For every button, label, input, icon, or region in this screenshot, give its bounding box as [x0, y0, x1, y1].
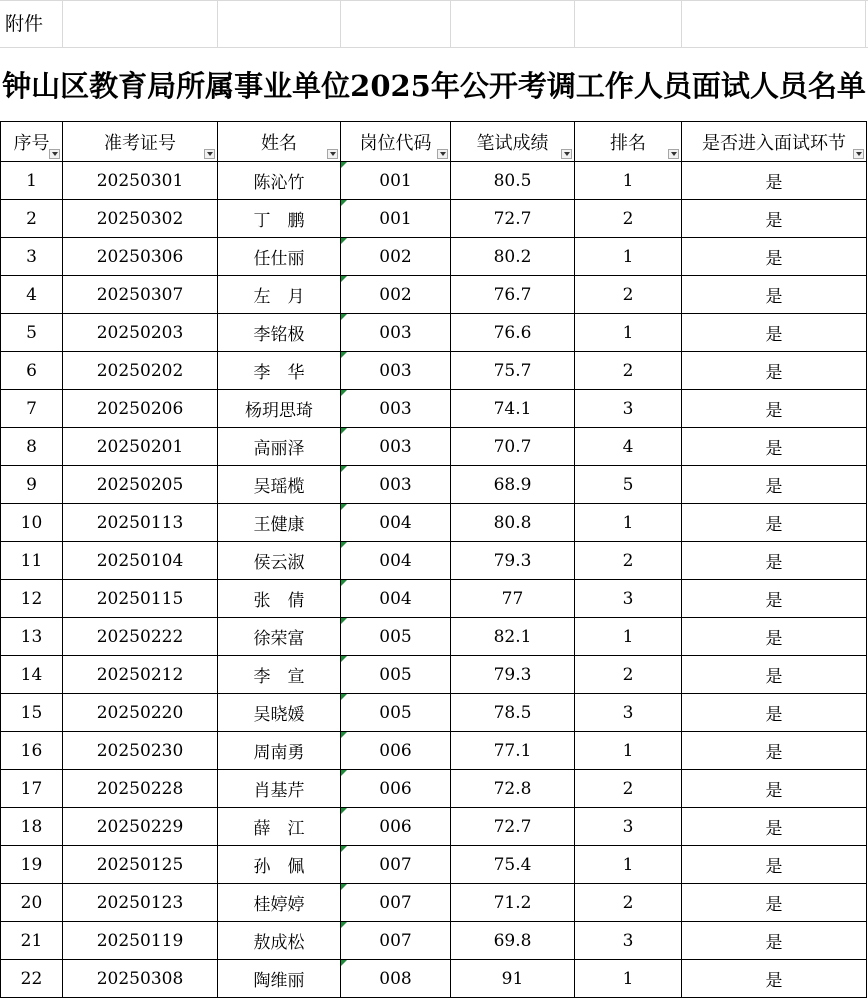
cell-written-score[interactable]: 70.7 — [451, 428, 575, 466]
cell-interview[interactable]: 是 — [682, 276, 867, 314]
cell-rank[interactable]: 3 — [575, 922, 682, 960]
cell-rank[interactable]: 2 — [575, 884, 682, 922]
table-row — [1, 922, 867, 960]
cell-error-indicator-icon — [341, 656, 347, 662]
cell-rank[interactable]: 1 — [575, 846, 682, 884]
table-row — [1, 542, 867, 580]
cell-position-code[interactable]: 006 — [341, 770, 451, 808]
cell-position-code[interactable]: 006 — [341, 732, 451, 770]
cell-interview[interactable]: 是 — [682, 846, 867, 884]
cell-position-code[interactable]: 008 — [341, 960, 451, 998]
cell-exam-number[interactable]: 20250201 — [63, 428, 218, 466]
cell-rank[interactable]: 3 — [575, 808, 682, 846]
cell-seq[interactable]: 6 — [1, 352, 63, 390]
header-written-score — [451, 122, 575, 162]
attachment-row — [0, 0, 868, 48]
cell-rank[interactable]: 1 — [575, 504, 682, 542]
cell-error-indicator-icon — [341, 276, 347, 282]
cell-interview[interactable]: 是 — [682, 466, 867, 504]
header-row — [1, 122, 867, 162]
cell-seq[interactable]: 1 — [1, 162, 63, 200]
cell-seq[interactable]: 9 — [1, 466, 63, 504]
cell-written-score[interactable]: 76.7 — [451, 276, 575, 314]
cell-name[interactable]: 周南勇 — [218, 732, 341, 770]
cell-exam-number[interactable]: 20250306 — [63, 238, 218, 276]
cell-seq[interactable]: 14 — [1, 656, 63, 694]
cell-position-code[interactable]: 007 — [341, 922, 451, 960]
cell-written-score[interactable]: 72.8 — [451, 770, 575, 808]
cell-written-score[interactable]: 91 — [451, 960, 575, 998]
cell-seq[interactable]: 10 — [1, 504, 63, 542]
cell-exam-number[interactable]: 20250125 — [63, 846, 218, 884]
header-rank — [575, 122, 682, 162]
table-row — [1, 504, 867, 542]
table-row — [1, 314, 867, 352]
table-row — [1, 846, 867, 884]
cell-rank[interactable]: 2 — [575, 352, 682, 390]
cell-name[interactable]: 孙 佩 — [218, 846, 341, 884]
cell-name[interactable]: 任仕丽 — [218, 238, 341, 276]
cell-name[interactable]: 高丽泽 — [218, 428, 341, 466]
cell-written-score[interactable]: 78.5 — [451, 694, 575, 732]
table-row — [1, 960, 867, 998]
cell-interview[interactable]: 是 — [682, 390, 867, 428]
cell-name[interactable]: 李铭极 — [218, 314, 341, 352]
cell-exam-number[interactable]: 20250301 — [63, 162, 218, 200]
cell-seq[interactable]: 20 — [1, 884, 63, 922]
cell-seq[interactable]: 17 — [1, 770, 63, 808]
cell-written-score[interactable]: 80.8 — [451, 504, 575, 542]
cell-seq[interactable]: 16 — [1, 732, 63, 770]
cell-written-score[interactable]: 82.1 — [451, 618, 575, 656]
cell-interview[interactable]: 是 — [682, 960, 867, 998]
table-row — [1, 618, 867, 656]
cell-error-indicator-icon — [341, 732, 347, 738]
table-row — [1, 352, 867, 390]
cell-name[interactable]: 侯云淑 — [218, 542, 341, 580]
cell-error-indicator-icon — [341, 770, 347, 776]
cell-error-indicator-icon — [341, 428, 347, 434]
cell-seq[interactable]: 2 — [1, 200, 63, 238]
cell-seq[interactable]: 4 — [1, 276, 63, 314]
cell-seq[interactable]: 18 — [1, 808, 63, 846]
cell-name[interactable]: 左 月 — [218, 276, 341, 314]
cell-exam-number[interactable]: 20250308 — [63, 960, 218, 998]
cell-rank[interactable]: 2 — [575, 200, 682, 238]
table-row — [1, 200, 867, 238]
cell-exam-number[interactable]: 20250104 — [63, 542, 218, 580]
cell-interview[interactable]: 是 — [682, 808, 867, 846]
cell-position-code[interactable]: 004 — [341, 580, 451, 618]
cell-exam-number[interactable]: 20250228 — [63, 770, 218, 808]
cell-interview[interactable]: 是 — [682, 694, 867, 732]
cell-written-score[interactable]: 71.2 — [451, 884, 575, 922]
cell-position-code[interactable]: 007 — [341, 846, 451, 884]
cell-interview[interactable]: 是 — [682, 542, 867, 580]
cell-rank[interactable]: 3 — [575, 694, 682, 732]
cell-written-score[interactable]: 74.1 — [451, 390, 575, 428]
cell-position-code[interactable]: 005 — [341, 694, 451, 732]
filter-dropdown-icon[interactable] — [437, 149, 448, 159]
cell-exam-number[interactable]: 20250222 — [63, 618, 218, 656]
cell-position-code[interactable]: 005 — [341, 618, 451, 656]
cell-exam-number[interactable]: 20250307 — [63, 276, 218, 314]
cell-written-score[interactable]: 80.5 — [451, 162, 575, 200]
table-row — [1, 580, 867, 618]
cell-error-indicator-icon — [341, 960, 347, 966]
cell-error-indicator-icon — [341, 808, 347, 814]
cell-rank[interactable]: 1 — [575, 732, 682, 770]
cell-interview[interactable]: 是 — [682, 162, 867, 200]
cell-written-score[interactable]: 69.8 — [451, 922, 575, 960]
cell-rank[interactable]: 3 — [575, 580, 682, 618]
header-position-code-label: 岗位代码 — [359, 132, 432, 154]
cell-rank[interactable]: 1 — [575, 314, 682, 352]
cell-position-code[interactable]: 001 — [341, 200, 451, 238]
table-row — [1, 770, 867, 808]
cell-error-indicator-icon — [341, 238, 347, 244]
cell-interview[interactable]: 是 — [682, 504, 867, 542]
filter-dropdown-icon[interactable] — [49, 149, 60, 159]
cell-rank[interactable]: 2 — [575, 276, 682, 314]
cell-error-indicator-icon — [341, 162, 347, 168]
cell-error-indicator-icon — [341, 694, 347, 700]
cell-position-code[interactable]: 006 — [341, 808, 451, 846]
cell-error-indicator-icon — [341, 846, 347, 852]
cell-seq[interactable]: 22 — [1, 960, 63, 998]
header-position-code — [341, 122, 451, 162]
cell-error-indicator-icon — [341, 466, 347, 472]
table-row — [1, 732, 867, 770]
cell-rank[interactable]: 1 — [575, 618, 682, 656]
cell-written-score[interactable]: 80.2 — [451, 238, 575, 276]
header-rank-label: 排名 — [610, 132, 646, 154]
cell-error-indicator-icon — [341, 314, 347, 320]
cell-error-indicator-icon — [341, 884, 347, 890]
cell-interview[interactable]: 是 — [682, 618, 867, 656]
cell-seq[interactable]: 19 — [1, 846, 63, 884]
cell-position-code[interactable]: 003 — [341, 466, 451, 504]
cell-written-score[interactable]: 79.3 — [451, 542, 575, 580]
cell-name[interactable]: 丁 鹏 — [218, 200, 341, 238]
cell-rank[interactable]: 2 — [575, 542, 682, 580]
table-row — [1, 390, 867, 428]
header-exam-number — [63, 122, 218, 162]
filter-dropdown-icon[interactable] — [204, 149, 215, 159]
cell-name[interactable]: 肖基芹 — [218, 770, 341, 808]
cell-exam-number[interactable]: 20250212 — [63, 656, 218, 694]
cell-written-score[interactable]: 76.6 — [451, 314, 575, 352]
cell-exam-number[interactable]: 20250113 — [63, 504, 218, 542]
table-row — [1, 276, 867, 314]
cell-error-indicator-icon — [341, 352, 347, 358]
cell-written-score[interactable]: 72.7 — [451, 200, 575, 238]
cell-seq[interactable]: 5 — [1, 314, 63, 352]
table-row — [1, 162, 867, 200]
cell-name[interactable]: 王健康 — [218, 504, 341, 542]
cell-interview[interactable]: 是 — [682, 428, 867, 466]
cell-rank[interactable]: 1 — [575, 238, 682, 276]
cell-seq[interactable]: 12 — [1, 580, 63, 618]
cell-position-code[interactable]: 003 — [341, 428, 451, 466]
header-seq-label: 序号 — [13, 132, 50, 154]
cell-written-score[interactable]: 77 — [451, 580, 575, 618]
cell-exam-number[interactable]: 20250203 — [63, 314, 218, 352]
cell-error-indicator-icon — [341, 580, 347, 586]
cell-name[interactable]: 陶维丽 — [218, 960, 341, 998]
cell-interview[interactable]: 是 — [682, 732, 867, 770]
cell-position-code[interactable]: 005 — [341, 656, 451, 694]
cell-interview[interactable]: 是 — [682, 314, 867, 352]
filter-dropdown-icon[interactable] — [327, 149, 338, 159]
cell-exam-number[interactable]: 20250202 — [63, 352, 218, 390]
header-interview-label: 是否进入面试环节 — [702, 132, 846, 154]
cell-error-indicator-icon — [341, 922, 347, 928]
cell-name[interactable]: 杨玥思琦 — [218, 390, 341, 428]
table-row — [1, 884, 867, 922]
cell-interview[interactable]: 是 — [682, 352, 867, 390]
cell-rank[interactable]: 5 — [575, 466, 682, 504]
cell-name[interactable]: 桂婷婷 — [218, 884, 341, 922]
header-exam-number-label: 准考证号 — [104, 132, 176, 154]
table-row — [1, 694, 867, 732]
header-interview — [682, 122, 867, 162]
cell-exam-number[interactable]: 20250220 — [63, 694, 218, 732]
cell-written-score[interactable]: 79.3 — [451, 656, 575, 694]
cell-written-score[interactable]: 77.1 — [451, 732, 575, 770]
cell-seq[interactable]: 15 — [1, 694, 63, 732]
table-row — [1, 428, 867, 466]
cell-name[interactable]: 陈沁竹 — [218, 162, 341, 200]
header-written-score-label: 笔试成绩 — [476, 132, 549, 154]
cell-written-score[interactable]: 72.7 — [451, 808, 575, 846]
cell-name[interactable]: 李 宣 — [218, 656, 341, 694]
cell-written-score[interactable]: 75.7 — [451, 352, 575, 390]
cell-exam-number[interactable]: 20250205 — [63, 466, 218, 504]
cell-name[interactable]: 徐荣富 — [218, 618, 341, 656]
cell-rank[interactable]: 2 — [575, 770, 682, 808]
cell-interview[interactable]: 是 — [682, 770, 867, 808]
cell-position-code[interactable]: 002 — [341, 238, 451, 276]
cell-exam-number[interactable]: 20250229 — [63, 808, 218, 846]
cell-interview[interactable]: 是 — [682, 200, 867, 238]
cell-exam-number[interactable]: 20250302 — [63, 200, 218, 238]
cell-error-indicator-icon — [341, 200, 347, 206]
table-row — [1, 656, 867, 694]
cell-rank[interactable]: 1 — [575, 162, 682, 200]
filter-dropdown-icon[interactable] — [853, 149, 864, 159]
cell-name[interactable]: 薛 江 — [218, 808, 341, 846]
cell-interview[interactable]: 是 — [682, 922, 867, 960]
cell-error-indicator-icon — [341, 542, 347, 548]
filter-dropdown-icon[interactable] — [668, 149, 679, 159]
cell-exam-number[interactable]: 20250115 — [63, 580, 218, 618]
filter-dropdown-icon[interactable] — [561, 149, 572, 159]
table-row — [1, 808, 867, 846]
cell-seq[interactable]: 3 — [1, 238, 63, 276]
cell-position-code[interactable]: 003 — [341, 352, 451, 390]
cell-interview[interactable]: 是 — [682, 238, 867, 276]
cell-position-code[interactable]: 002 — [341, 276, 451, 314]
cell-rank[interactable]: 4 — [575, 428, 682, 466]
cell-seq[interactable]: 7 — [1, 390, 63, 428]
cell-name[interactable]: 吴晓媛 — [218, 694, 341, 732]
cell-written-score[interactable]: 75.4 — [451, 846, 575, 884]
header-name — [218, 122, 341, 162]
cell-rank[interactable]: 1 — [575, 960, 682, 998]
cell-interview[interactable]: 是 — [682, 656, 867, 694]
cell-interview[interactable]: 是 — [682, 580, 867, 618]
attachment-label: 附件 — [5, 13, 44, 35]
cell-interview[interactable]: 是 — [682, 884, 867, 922]
cell-exam-number[interactable]: 20250123 — [63, 884, 218, 922]
cell-error-indicator-icon — [341, 504, 347, 510]
cell-exam-number[interactable]: 20250230 — [63, 732, 218, 770]
cell-name[interactable]: 敖成松 — [218, 922, 341, 960]
cell-name[interactable]: 吴瑶榄 — [218, 466, 341, 504]
cell-rank[interactable]: 3 — [575, 390, 682, 428]
cell-seq[interactable]: 11 — [1, 542, 63, 580]
candidate-table — [0, 121, 867, 998]
table-row — [1, 466, 867, 504]
cell-error-indicator-icon — [341, 390, 347, 396]
cell-name[interactable]: 李 华 — [218, 352, 341, 390]
cell-name[interactable]: 张 倩 — [218, 580, 341, 618]
cell-position-code[interactable]: 004 — [341, 504, 451, 542]
cell-written-score[interactable]: 68.9 — [451, 466, 575, 504]
document-title: 钟山区教育局所属事业单位2025年公开考调工作人员面试人员名单 — [2, 68, 866, 103]
cell-rank[interactable]: 2 — [575, 656, 682, 694]
header-seq — [1, 122, 63, 162]
cell-position-code[interactable]: 004 — [341, 542, 451, 580]
cell-seq[interactable]: 8 — [1, 428, 63, 466]
table-row — [1, 238, 867, 276]
cell-exam-number[interactable]: 20250119 — [63, 922, 218, 960]
cell-exam-number[interactable]: 20250206 — [63, 390, 218, 428]
cell-error-indicator-icon — [341, 618, 347, 624]
cell-position-code[interactable]: 003 — [341, 314, 451, 352]
cell-position-code[interactable]: 003 — [341, 390, 451, 428]
cell-position-code[interactable]: 001 — [341, 162, 451, 200]
cell-position-code[interactable]: 007 — [341, 884, 451, 922]
cell-seq[interactable]: 21 — [1, 922, 63, 960]
cell-seq[interactable]: 13 — [1, 618, 63, 656]
header-name-label: 姓名 — [261, 132, 297, 154]
